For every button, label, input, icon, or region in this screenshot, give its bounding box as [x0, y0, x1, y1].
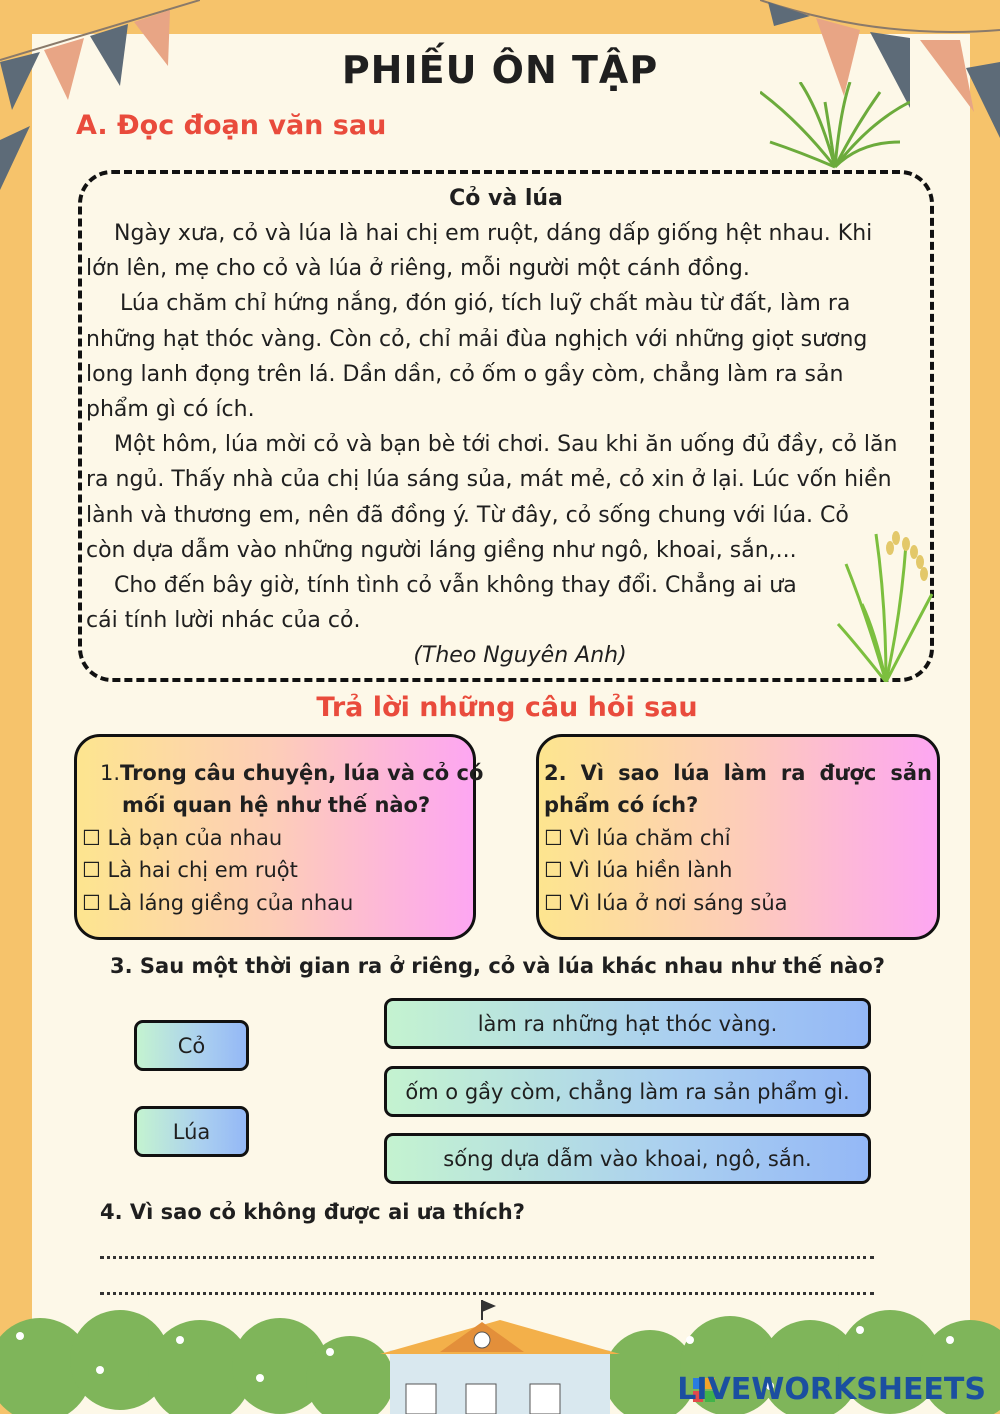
- reading-line: còn dựa dẫm vào những người láng giềng như ngô, khoai, sắn,...: [86, 538, 797, 563]
- q2-option-3[interactable]: ☐ Vì lúa ở nơi sáng sủa: [544, 891, 788, 915]
- match-right-1[interactable]: làm ra những hạt thóc vàng.: [384, 998, 871, 1049]
- q2-option-2[interactable]: ☐ Vì lúa hiền lành: [544, 858, 733, 882]
- page-title: PHIẾU ÔN TẬP: [341, 48, 659, 92]
- reading-source: (Theo Nguyên Anh): [413, 643, 627, 668]
- rice-plant-icon: [836, 524, 936, 682]
- reading-line: Lúa chăm chỉ hứng nắng, đón gió, tích luỹ chất màu từ đất, làm ra: [120, 291, 851, 316]
- reading-line: long lanh đọng trên lá. Dần dần, cỏ ốm o gầy còm, chẳng làm ra sản: [86, 362, 844, 387]
- section-a-heading: A. Đọc đoạn văn sau: [76, 110, 387, 141]
- grass-icon: [760, 82, 910, 172]
- reading-line: Một hôm, lúa mời cỏ và bạn bè tới chơi. Sau khi ăn uống đủ đầy, cỏ lăn: [114, 432, 898, 457]
- reading-line: ra ngủ. Thấy nhà của chị lúa sáng sủa, mát mẻ, cỏ xin ở lại. Lúc vốn hiền: [86, 467, 892, 492]
- match-left-lua[interactable]: Lúa: [134, 1106, 249, 1157]
- question-1-text: [100, 757, 483, 789]
- reading-line: lành và thương em, nên đã đồng ý. Từ đây, cỏ sống chung với lúa. Cỏ: [86, 503, 849, 528]
- match-left-co[interactable]: Cỏ: [134, 1020, 249, 1071]
- question-3-text: 3. Sau một thời gian ra ở riêng, cỏ và lúa khác nhau như thế nào?: [110, 954, 885, 978]
- q2-option-1[interactable]: ☐ Vì lúa chăm chỉ: [544, 826, 731, 850]
- answer-line-2[interactable]: [100, 1292, 874, 1295]
- reading-line: Ngày xưa, cỏ và lúa là hai chị em ruột, dáng dấp giống hệt nhau. Khi: [114, 221, 873, 246]
- reading-line: những hạt thóc vàng. Còn cỏ, chỉ mải đùa nghịch với những giọt sương: [86, 327, 868, 352]
- question-2-line1: 2. Vì sao lúa làm ra được sản: [544, 761, 932, 785]
- liveworksheets-watermark: LIVEWORKSHEETS: [677, 1372, 986, 1407]
- question-1-line1: Trong câu chuyện, lúa và cỏ có: [120, 761, 484, 785]
- match-right-2[interactable]: ốm o gầy còm, chẳng làm ra sản phẩm gì.: [384, 1066, 871, 1117]
- q1-option-2[interactable]: ☐ Là hai chị em ruột: [82, 858, 298, 882]
- reading-line: Cho đến bây giờ, tính tình cỏ vẫn không thay đổi. Chẳng ai ưa: [114, 573, 797, 598]
- reading-title: Cỏ và lúa: [449, 186, 563, 211]
- question-4-text: 4. Vì sao cỏ không được ai ưa thích?: [100, 1200, 525, 1224]
- reading-line: phẩm gì có ích.: [86, 397, 255, 422]
- question-1-number: 1.: [100, 761, 121, 785]
- section-b-heading: Trả lời những câu hỏi sau: [316, 692, 698, 723]
- q1-option-3[interactable]: ☐ Là láng giềng của nhau: [82, 891, 354, 915]
- reading-line: cái tính lười nhác của cỏ.: [86, 608, 361, 633]
- question-2-line2: phẩm có ích?: [544, 793, 699, 817]
- question-1-line2: mối quan hệ như thế nào?: [122, 793, 431, 817]
- match-right-3[interactable]: sống dựa dẫm vào khoai, ngô, sắn.: [384, 1133, 871, 1184]
- answer-line-1[interactable]: [100, 1256, 874, 1259]
- reading-line: lớn lên, mẹ cho cỏ và lúa ở riêng, mỗi người một cánh đồng.: [86, 256, 750, 281]
- q1-option-1[interactable]: ☐ Là bạn của nhau: [82, 826, 283, 850]
